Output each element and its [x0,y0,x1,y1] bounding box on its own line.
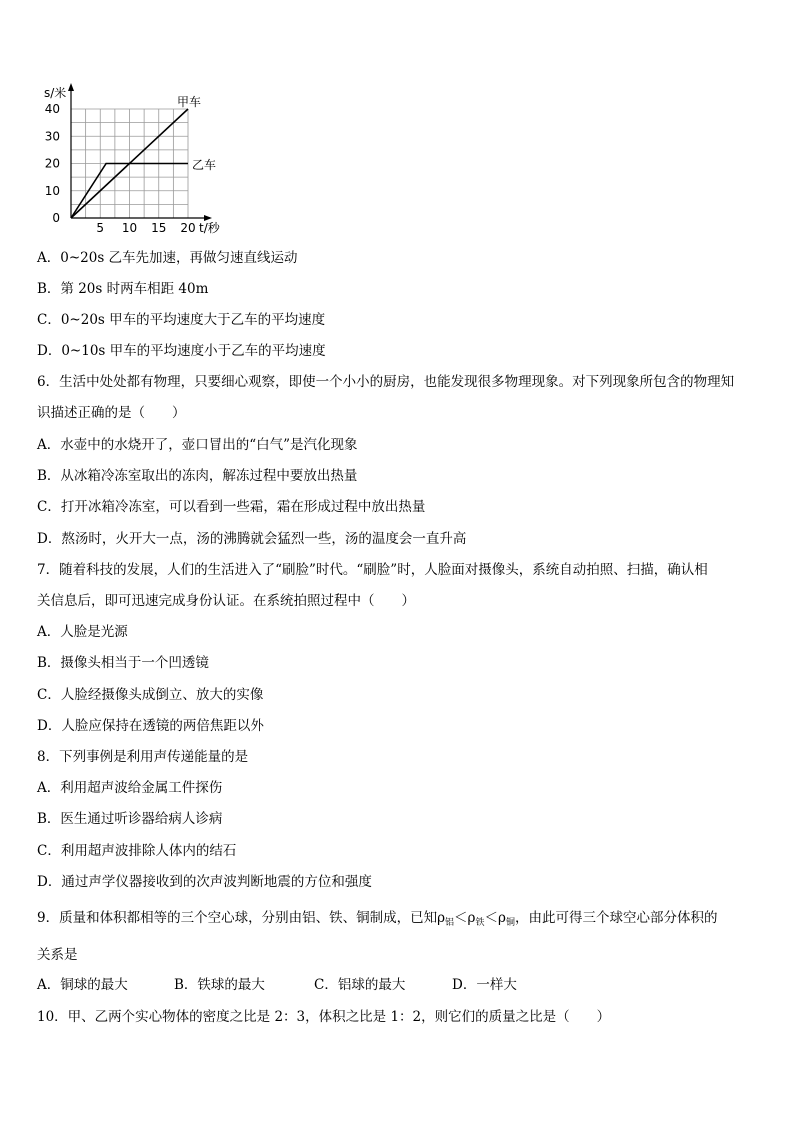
y-tick-label: 10 [44,183,60,198]
less-than-2: ＜ [484,910,498,926]
q9-option-d: D．一样大 [452,977,517,993]
x-tick-label: 5 [96,221,105,235]
q8-option-c: C．利用超声波排除人体内的结石 [37,843,237,859]
x-tick-label: 10 [121,221,138,235]
q9-stem-line2: 关系是 [37,947,78,963]
q8-option-b: B．医生通过听诊器给病人诊病 [37,811,223,827]
q7-option-b: B．摄像头相当于一个凹透镜 [37,655,209,671]
q6-stem-line2: 识描述正确的是（ ） [37,405,186,421]
q7-option-c: C．人脸经摄像头成倒立、放大的实像 [37,687,264,703]
q5-option-b: B．第 20s 时两车相距 40m [37,281,209,297]
distance-time-chart [0,0,794,240]
q6-option-c: C．打开冰箱冷冻室，可以看到一些霜，霜在形成过程中放出热量 [37,499,426,515]
y-axis-label: s/米 [44,86,67,100]
q7-option-d: D．人脸应保持在透镜的两倍焦距以外 [37,718,264,734]
less-than-1: ＜ [454,910,468,926]
y-axis-arrow [68,83,74,91]
q6-option-b: B．从冰箱冷冻室取出的冻肉，解冻过程中要放出热量 [37,468,358,484]
q7-stem-line2: 关信息后，即可迅速完成身份认证。在系统拍照过程中（ ） [37,593,415,609]
q5-option-c: C．0~20s 甲车的平均速度大于乙车的平均速度 [37,312,326,328]
q9-stem-prefix: 9．质量和体积都相等的三个空心球，分别由铝、铁、铜制成，已知 [37,910,438,926]
q9-stem-suffix: ，由此可得三个球空心部分体积的 [514,910,718,926]
x-tick-label: 20 [180,221,196,235]
rho-cu: $\rho_铜$ [498,910,515,928]
q10-stem: 10．甲、乙两个实心物体的密度之比是 2：3，体积之比是 1：2，则它们的质量之比是（ ） [37,1009,611,1025]
q7-stem-line1: 7．随着科技的发展，人们的生活进入了“刷脸”时代。“刷脸”时，人脸面对摄像头，系统自动拍照、扫描，确认相 [37,562,708,578]
q7-option-a: A．人脸是光源 [37,624,128,640]
y-tick-label: 40 [44,102,60,116]
rho-fe: $\rho_铁$ [467,910,485,928]
series-label-jia: 甲车 [177,95,202,109]
rho-al: $\rho_铝$ [437,910,455,928]
q8-option-d: D．通过声学仪器接收到的次声波判断地震的方位和强度 [37,874,372,890]
series-label-yi: 乙车 [192,158,217,172]
q6-option-a: A．水壶中的水烧开了，壶口冒出的“白气”是汽化现象 [37,437,358,453]
q5-option-a: A．0~20s 乙车先加速，再做匀速直线运动 [37,250,298,266]
x-tick-label: 15 [151,221,167,235]
q9-option-a: A．铜球的最大 [37,977,128,993]
q9-stem-line1 [37,909,717,932]
q5-option-d: D．0~10s 甲车的平均速度小于乙车的平均速度 [37,343,326,359]
y-tick-label: 20 [44,156,60,171]
y-tick-label: 30 [44,129,60,144]
q6-stem-line1: 6．生活中处处都有物理，只要细心观察，即使一个小小的厨房，也能发现很多物理现象。对下列现象所包含的物理知 [37,374,735,390]
q9-option-b: B．铁球的最大 [174,977,265,993]
y-tick-label: 0 [52,211,60,225]
q6-option-d: D．熬汤时，火开大一点，汤的沸腾就会猛烈一些，汤的温度会一直升高 [37,531,467,547]
q9-option-c: C．铝球的最大 [314,977,406,993]
q8-stem: 8．下列事例是利用声传递能量的是 [37,749,249,765]
x-axis-label: t/秒 [199,221,220,235]
q8-option-a: A．利用超声波给金属工件探伤 [37,780,223,796]
